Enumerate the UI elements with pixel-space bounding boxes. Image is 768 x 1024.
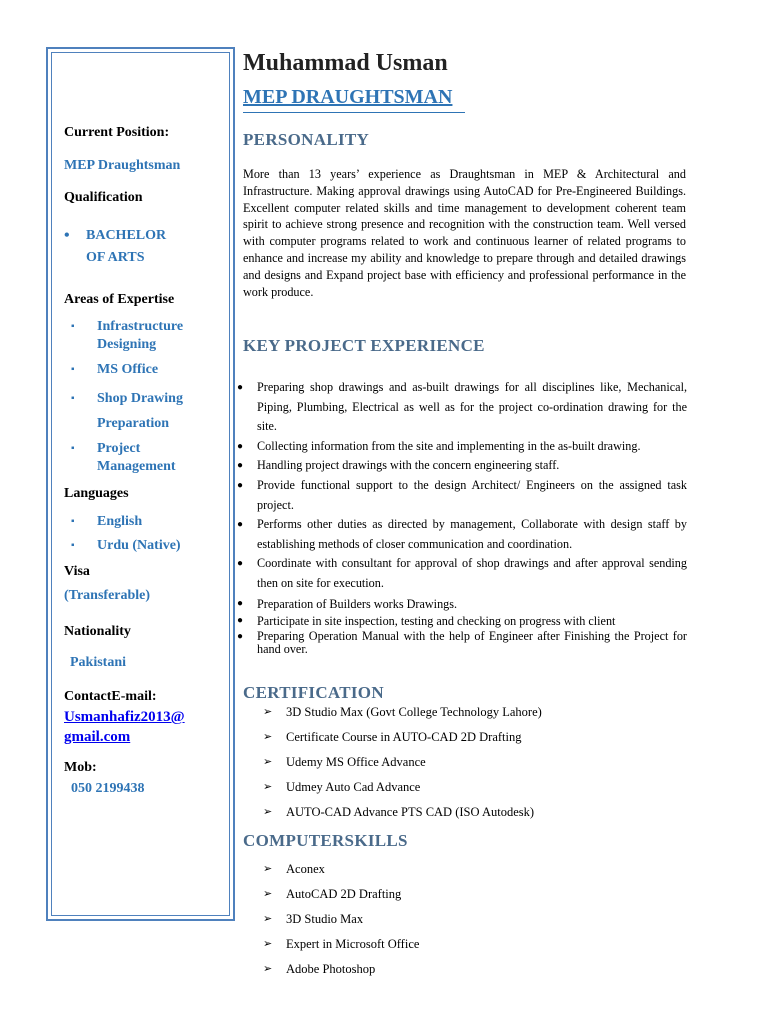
arrow-bullet-icon: ➢ bbox=[263, 706, 273, 718]
list-item: ➢ AutoCAD 2D Drafting bbox=[263, 882, 419, 907]
expertise-item: ▪ Shop Drawing Preparation bbox=[97, 386, 183, 436]
qualification-list bbox=[64, 225, 167, 269]
arrow-bullet-icon: ➢ bbox=[263, 731, 273, 743]
personality-text: More than 13 years’ experience as Draughtsman in MEP & Architectural and Infrastructure. Making approval drawings using AutoCAD for Pre-Engineered Buildings. Excellent computer related skills and time management to development coherent team spirit to achieve strong presence and recognition with the construction team. Well versed with computer programs related to work and continuous learner of related programs to enhance and increase my ability and knowledge to prepare through and detailed drawings and designs and Expand project base with efficiency and professional performance in the work produce. bbox=[243, 167, 686, 299]
list-item: ● Participate in site inspection, testing and checking on progress with client bbox=[237, 613, 616, 628]
list-item: ● Performs other duties as directed by management, Collaborate with design staff by establishing methods of closer communication and coordination. bbox=[237, 517, 687, 551]
language-item: ▪ Urdu (Native) bbox=[97, 534, 181, 558]
square-bullet-icon: ▪ bbox=[71, 443, 75, 454]
expertise-heading: Areas of Expertise bbox=[64, 292, 175, 307]
nationality-heading: Nationality bbox=[64, 624, 131, 639]
list-item: ➢ Aconex bbox=[263, 857, 419, 882]
arrow-bullet-icon: ➢ bbox=[263, 888, 273, 900]
job-title-rule bbox=[243, 112, 465, 113]
square-bullet-icon: ▪ bbox=[71, 540, 75, 551]
list-item: ● Collecting information from the site and implementing in the as-built drawing. bbox=[237, 437, 687, 457]
expertise-list bbox=[71, 318, 184, 476]
visa-heading: Visa bbox=[64, 564, 90, 579]
expertise-item: ▪ Project Management bbox=[71, 441, 176, 474]
qualification-item: • BACHELOR bbox=[86, 225, 166, 247]
certification-heading: CERTIFICATION bbox=[243, 683, 384, 702]
list-item: ● Provide functional support to the design Architect/ Engineers on the assigned task project. bbox=[237, 477, 687, 512]
personality-heading: PERSONALITY bbox=[243, 130, 370, 149]
dot-bullet-icon: ● bbox=[237, 614, 244, 626]
dot-bullet-icon: ● bbox=[237, 440, 244, 452]
list-item: ➢ 3D Studio Max (Govt College Technology Lahore) bbox=[263, 700, 542, 725]
dot-bullet-icon: ● bbox=[237, 519, 244, 531]
mob-value: 050 2199438 bbox=[71, 781, 145, 796]
certification-list bbox=[263, 700, 542, 825]
square-bullet-icon: ▪ bbox=[71, 321, 75, 332]
job-title: MEP DRAUGHTSMAN bbox=[243, 86, 453, 108]
list-item: ● Preparing shop drawings and as-built drawings for all disciplines like, Mechanical, Piping, Plumbing, Electrical as well as for the project co-ordination drawing for the site. bbox=[237, 380, 687, 434]
computer-skills-heading: COMPUTERSKILLS bbox=[243, 831, 408, 850]
list-item: ● Coordinate with consultant for approval of shop drawings and after approval sending then on site for execution. bbox=[237, 556, 687, 590]
dot-bullet-icon: ● bbox=[237, 630, 244, 642]
key-projects-list bbox=[237, 378, 687, 656]
list-item: ➢ Udemy MS Office Advance bbox=[263, 750, 542, 775]
languages-list bbox=[71, 510, 181, 558]
language-item: ▪ English bbox=[97, 510, 181, 534]
expertise-item: ▪ Infrastructure Designing bbox=[71, 319, 184, 352]
computer-skills-list bbox=[263, 857, 419, 982]
list-item: ➢ AUTO-CAD Advance PTS CAD (ISO Autodesk) bbox=[263, 800, 542, 825]
email-link-line2[interactable]: gmail.com bbox=[64, 729, 131, 745]
list-item: ● Preparation of Builders works Drawings. bbox=[237, 596, 458, 611]
dot-bullet-icon: ● bbox=[237, 558, 244, 570]
list-item: ➢ Udmey Auto Cad Advance bbox=[263, 775, 542, 800]
square-bullet-icon: ▪ bbox=[71, 393, 75, 404]
current-position-value: MEP Draughtsman bbox=[64, 158, 181, 173]
square-bullet-icon: ▪ bbox=[71, 516, 75, 527]
arrow-bullet-icon: ➢ bbox=[263, 781, 273, 793]
list-item: ● Preparing Operation Manual with the help of Engineer after Finishing the Project for hand over. bbox=[237, 628, 687, 656]
visa-value: (Transferable) bbox=[64, 588, 151, 603]
list-item: ● Handling project drawings with the concern engineering staff. bbox=[237, 456, 687, 476]
arrow-bullet-icon: ➢ bbox=[263, 913, 273, 925]
current-position-heading: Current Position: bbox=[64, 125, 170, 140]
list-item: ➢ Expert in Microsoft Office bbox=[263, 932, 419, 957]
list-item: ➢ 3D Studio Max bbox=[263, 907, 419, 932]
nationality-value: Pakistani bbox=[70, 655, 127, 670]
mob-heading: Mob: bbox=[64, 760, 97, 775]
arrow-bullet-icon: ➢ bbox=[263, 756, 273, 768]
key-projects-heading: KEY PROJECT EXPERIENCE bbox=[243, 336, 485, 355]
languages-heading: Languages bbox=[64, 486, 129, 501]
email-link-line1[interactable]: Usmanhafiz2013@ bbox=[64, 709, 185, 725]
list-item: ➢ Adobe Photoshop bbox=[263, 957, 419, 982]
expertise-item: ▪ MS Office bbox=[71, 362, 159, 377]
arrow-bullet-icon: ➢ bbox=[263, 938, 273, 950]
square-bullet-icon: ▪ bbox=[71, 364, 75, 375]
dot-bullet-icon: ● bbox=[237, 597, 244, 609]
qualification-item: OF ARTS bbox=[86, 250, 145, 265]
qualification-heading: Qualification bbox=[64, 190, 143, 205]
dot-bullet-icon: ● bbox=[237, 460, 244, 472]
contact-heading: ContactE-mail: bbox=[64, 689, 157, 704]
arrow-bullet-icon: ➢ bbox=[263, 963, 273, 975]
dot-bullet-icon: • bbox=[64, 227, 70, 244]
person-name: Muhammad Usman bbox=[243, 50, 448, 76]
list-item: ➢ Certificate Course in AUTO-CAD 2D Drafting bbox=[263, 725, 542, 750]
arrow-bullet-icon: ➢ bbox=[263, 863, 273, 875]
arrow-bullet-icon: ➢ bbox=[263, 806, 273, 818]
dot-bullet-icon: ● bbox=[237, 382, 244, 393]
dot-bullet-icon: ● bbox=[237, 479, 244, 491]
